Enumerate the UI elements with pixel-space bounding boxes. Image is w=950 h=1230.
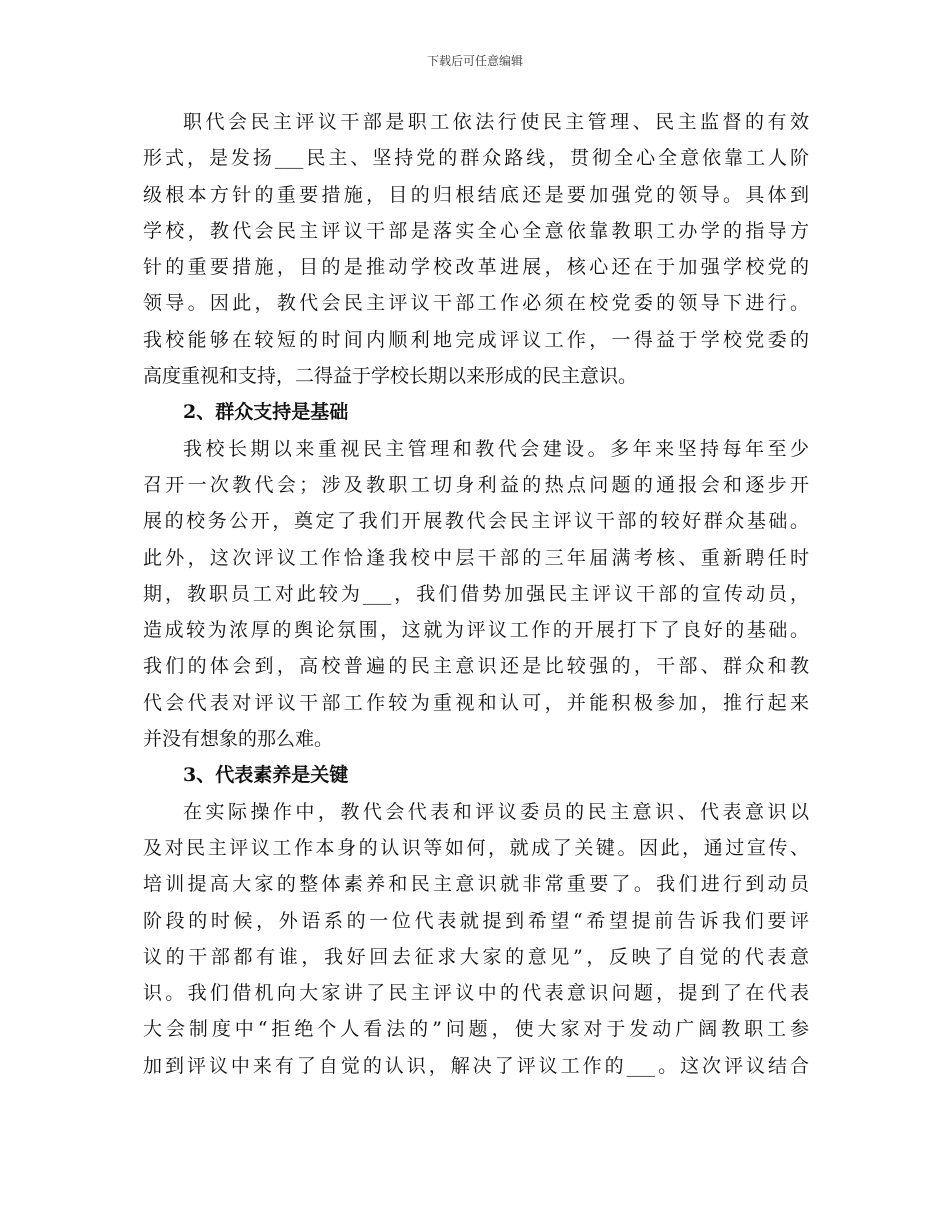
- document-body: [143, 104, 809, 1084]
- text-line: 在实际操作中，教代会代表和评议委员的民主意识、代表意识以: [183, 800, 809, 823]
- text-line: 代会代表对评议干部工作较为重视和认可，并能积极参加，推行起来: [143, 691, 809, 714]
- text-line: 我校长期以来重视民主管理和教代会建设。多年来坚持每年至少: [183, 437, 809, 460]
- text-line: 培训提高大家的整体素养和民主意识就非常重要了。我们进行到动员: [143, 873, 809, 896]
- text-line: 召开一次教代会；涉及教职工切身利益的热点问题的通报会和逐步开: [143, 473, 809, 496]
- text-line: 阶段的时候，外语系的一位代表就提到希望“希望提前告诉我们要评: [143, 909, 809, 932]
- text-line: 学校，教代会民主评议干部是落实全心全意依靠教职工办学的指导方: [143, 219, 809, 242]
- text-line: 领导。因此，教代会民主评议干部工作必须在校党委的领导下进行。: [143, 292, 809, 315]
- text-line: 识。我们借机向大家讲了民主评议中的代表意识问题，提到了在代表: [143, 982, 809, 1005]
- text-line: 大会制度中“拒绝个人看法的”问题，使大家对于发动广阔教职工参: [143, 1018, 809, 1041]
- page-header: 下载后可任意编辑: [426, 54, 523, 68]
- text-line: 并没有想象的那么难。: [143, 728, 334, 751]
- text-line: 展的校务公开，奠定了我们开展教代会民主评议干部的较好群众基础。: [143, 510, 809, 533]
- text-line: 级根本方针的重要措施，目的归根结底还是要加强党的领导。具体到: [143, 183, 809, 206]
- text-line: 造成较为浓厚的舆论氛围，这就为评议工作的开展打下了良好的基础。: [143, 619, 809, 642]
- text-line: 加到评议中来有了自觉的认识，解决了评议工作的___。这次评议结合: [143, 1054, 809, 1077]
- text-line: 职代会民主评议干部是职工依法行使民主管理、民主监督的有效: [183, 111, 809, 133]
- text-line: 议的干部都有谁，我好回去征求大家的意见”，反映了自觉的代表意: [143, 945, 809, 968]
- text-line: 我们的体会到，高校普遍的民主意识还是比较强的，干部、群众和教: [143, 655, 809, 678]
- text-line: 针的重要措施，目的是推动学校改革进展，核心还在于加强学校党的: [143, 256, 809, 279]
- text-line: 此外，这次评议工作恰逢我校中层干部的三年届满考核、重新聘任时: [143, 546, 809, 569]
- text-line: 形式，是发扬___民主、坚持党的群众路线，贯彻全心全意依靠工人阶: [143, 147, 809, 170]
- text-line: 期，教职员工对此较为___，我们借势加强民主评议干部的宣传动员，: [143, 582, 809, 605]
- text-line: 我校能够在较短的时间内顺利地完成评议工作，一得益于学校党委的: [143, 328, 809, 351]
- text-line: 及对民主评议工作本身的认识等如何，就成了关键。因此，通过宣传、: [143, 836, 809, 859]
- section-heading: 2、群众支持是基础: [183, 401, 349, 424]
- section-heading: 3、代表素养是关键: [183, 764, 349, 787]
- text-line: 高度重视和支持，二得益于学校长期以来形成的民主意识。: [143, 365, 638, 388]
